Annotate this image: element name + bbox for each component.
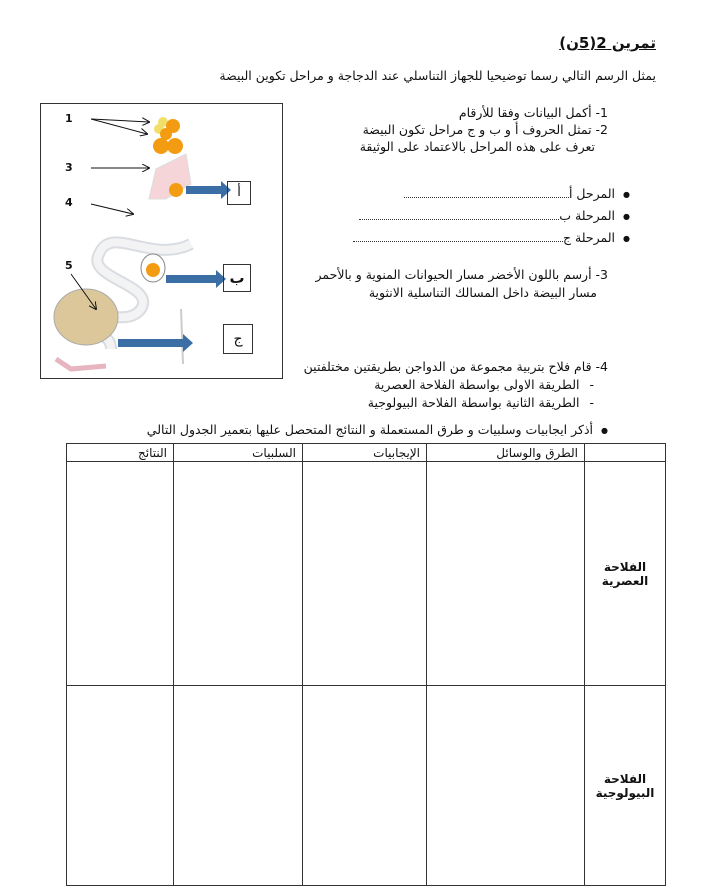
cell-methods[interactable] [427,686,585,886]
cell-disadvantages[interactable] [174,686,303,886]
cell-methods[interactable] [427,462,585,686]
stage-a-label: ● المرحل أ [569,186,630,201]
cell-results[interactable] [67,462,174,686]
letter-box-a: أ [227,181,251,205]
stage-b-label: ● المرحلة ب [559,208,630,223]
stage-arrows [118,181,231,352]
table-row [67,686,666,886]
label-number-1: 1 [65,112,73,125]
hen-reproductive-diagram [40,103,283,379]
question-3-line2: مسار البيضة داخل المسالك التناسلية الانثوية [368,285,597,300]
cell-results[interactable] [67,686,174,886]
method-1: - الطريقة الاولى بواسطة الفلاحة العصرية [374,376,594,393]
question-3-line1: 3- أرسم باللون الأخضر مسار الحيوانات المنوية و بالأحمر [315,267,608,282]
header-advantages: الإيجابيات [303,444,427,462]
letter-box-b: ب [223,264,251,292]
stage-c-answer-line[interactable] [353,241,563,242]
header-disadvantages: السلبيات [174,444,303,462]
stage-b-row [359,207,630,225]
header-methods: الطرق والوسائل [427,444,585,462]
ovary-follicles [153,117,183,154]
exercise-title: تمرين 2(5ن) [559,34,656,52]
question-2-line2: تعرف على هذه المراحل بالاعتماد على الوثيقة [359,139,595,154]
header-results: النتائج [67,444,174,462]
table-header-row [67,444,666,462]
exercise-intro: يمثل الرسم التالي رسما توضيحيا للجهاز التناسلي عند الدجاجة و مراحل تكوين البيضة [219,68,656,83]
ovum [169,183,183,197]
question-4: 4- قام فلاح بتربية مجموعة من الدواجن بطريقتين مختلفتين [303,359,608,374]
table-instruction: ● أذكر ايجابيات وسلبيات و طرق المستعملة و النتائج المتحصل عليها بتعمير الجدول التالي [147,421,608,439]
cell-advantages[interactable] [303,686,427,886]
stage-b-answer-line[interactable] [359,219,559,220]
stage-c-label: ● المرحلة ج [563,230,630,245]
label-number-4: 4 [65,196,73,209]
comparison-table [66,443,666,886]
letter-box-c: ج [223,324,253,354]
stage-c-row [353,229,630,247]
shell-gland [54,289,118,345]
row-label-modern-farming: الفلاحة العصرية [585,462,666,686]
question-2-line1: 2- تمثل الحروف أ و ب و ج مراحل تكون البيضة [362,122,608,137]
header-empty [585,444,666,462]
question-1: 1- أكمل البيانات وفقا للأرقام [458,105,608,120]
row-label-organic-farming: الفلاحة البيولوجية [585,686,666,886]
table-row [67,462,666,686]
cell-disadvantages[interactable] [174,462,303,686]
method-2: - الطريقة الثانية بواسطة الفلاحة البيولوجية [368,394,594,411]
stage-a-row [404,185,630,203]
label-number-5: 5 [65,259,73,272]
stage-a-answer-line[interactable] [404,197,569,198]
cell-advantages[interactable] [303,462,427,686]
label-number-3: 3 [65,161,73,174]
